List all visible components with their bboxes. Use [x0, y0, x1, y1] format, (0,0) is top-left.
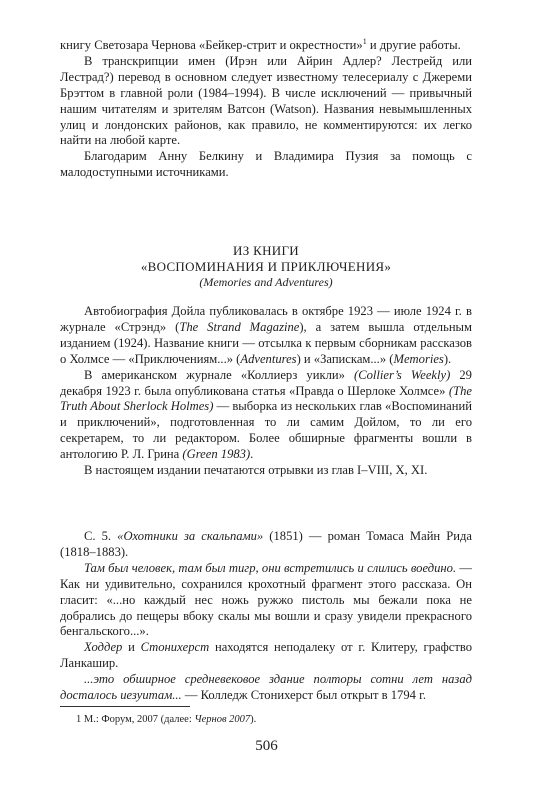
paragraph-thanks: Благодарим Анну Белкину и Владимира Пузия за помощь с малодоступными источниками. [60, 149, 472, 180]
text-run: книгу Светозара Чернова «Бейкер-стрит и окрестности» [60, 38, 363, 52]
italic-run: Чернов 2007 [194, 714, 251, 725]
paragraph-edition: В настоящем издании печатаются отрывки из глав I–VIII, X, XI. [84, 463, 428, 478]
italic-run: (Collier’s Weekly) [354, 367, 451, 382]
text-run: — Как ни удивительно, сохранился крохотный фрагмент этого рассказа. Он гласит: «...но каждый нес ножь ружжо пистоль мы бежали пока не добрались до пещеры вбоку скалы мы вошли и сразу увидели прекрасного бенгальского...». [60, 560, 472, 639]
paragraph-continuation [60, 38, 472, 54]
notes-block [60, 529, 472, 704]
text-run: ). [443, 351, 452, 366]
text-run: . [250, 447, 254, 462]
top-text-block [60, 38, 472, 181]
text-run: С. 5. [84, 529, 118, 543]
footnote-mark: 1 [76, 714, 82, 725]
text-run: находятся неподалеку от г. Клитеру, графство Ланкашир. [60, 640, 472, 671]
heading-subtitle: (Memories and Adventures) [199, 274, 333, 289]
text-run: (1851) — роман Томаса Майн Рида (1818–1883). [60, 529, 472, 559]
italic-run: The Strand Magazine [179, 319, 300, 334]
text-run: ). [250, 714, 257, 725]
note-jesuits [60, 672, 472, 704]
page-number: 506 [255, 738, 278, 754]
text-run: Автобиография Дойла публиковалась в октябре 1923 — июле 1924 г. в журнале «Стрэнд» ( [60, 304, 472, 334]
note-page-5 [60, 529, 472, 561]
paragraph-transcription: В транскрипции имен (Ирэн или Айрин Адлер? Лестрейд или Лестрад?) перевод в основном следует известному телесериалу с Джереми Брэттом в главной роли (1984–1994). В числе исключений — привычный нашим читателям и зрителям Ватсон (Watson). Названия невымышленных улиц и лондонских районов, как правило, не комментируются: их легко найти на любой карте. [60, 53, 472, 148]
italic-run: Стонихерст [140, 640, 210, 655]
italic-run: ...это обширное средневековое здание полторы сотни лет назад досталось иезуитам... [60, 672, 472, 703]
footnote-ref: 1 [362, 36, 367, 46]
section-heading [60, 243, 472, 291]
text-run: В американском журнале «Коллиерз уикли» [84, 367, 354, 382]
text-run: и другие работы. [366, 38, 461, 52]
italic-run: Там был человек, там был тигр, они встретились и слились воедино. [84, 560, 457, 575]
italic-run: Memories [393, 351, 444, 366]
text-run: — выборка из нескольких глав «Воспоминаний и приключений», подготовленная то ли самим Дойлом, то ли его секретарем, то ли редактором. Более обширные фрагменты вошли в антологию Р. Л. Грина [60, 399, 472, 462]
note-hodder [60, 640, 472, 672]
heading-line-2: «ВОСПОМИНАНИЯ И ПРИКЛЮЧЕНИЯ» [140, 258, 392, 274]
paragraph-colliers [60, 368, 472, 463]
italic-run: Ходдер [84, 640, 123, 655]
italic-run: «Охотники за скальпами» [117, 529, 264, 543]
heading-line-1: ИЗ КНИГИ [233, 243, 299, 258]
intro-block [60, 304, 472, 479]
paragraph-autobiography [60, 304, 472, 368]
text-run: ), а затем вышла отдельным изданием (1924). Название книги — отсылка к первым сборникам рассказов о Холмсе — «Приключениям...» ( [60, 319, 472, 366]
footnote [76, 713, 256, 726]
text-run: и [122, 640, 141, 655]
text-run: ) и «Запискам...» ( [296, 351, 394, 366]
text-run: 29 декабря 1923 г. была опубликована статья «Правда о Шерлоке Холмсе» [60, 367, 472, 398]
text-run: М.: Форум, 2007 (далее: [81, 714, 195, 725]
italic-run: Adventures [240, 351, 297, 366]
italic-run: (The Truth About Sherlock Holmes) [60, 383, 472, 414]
footnote-divider [60, 706, 190, 707]
italic-run: (Green 1983) [182, 447, 251, 462]
note-tiger [60, 561, 472, 641]
text-run: — Колледж Стонихерст был открыт в 1794 г. [181, 688, 426, 703]
